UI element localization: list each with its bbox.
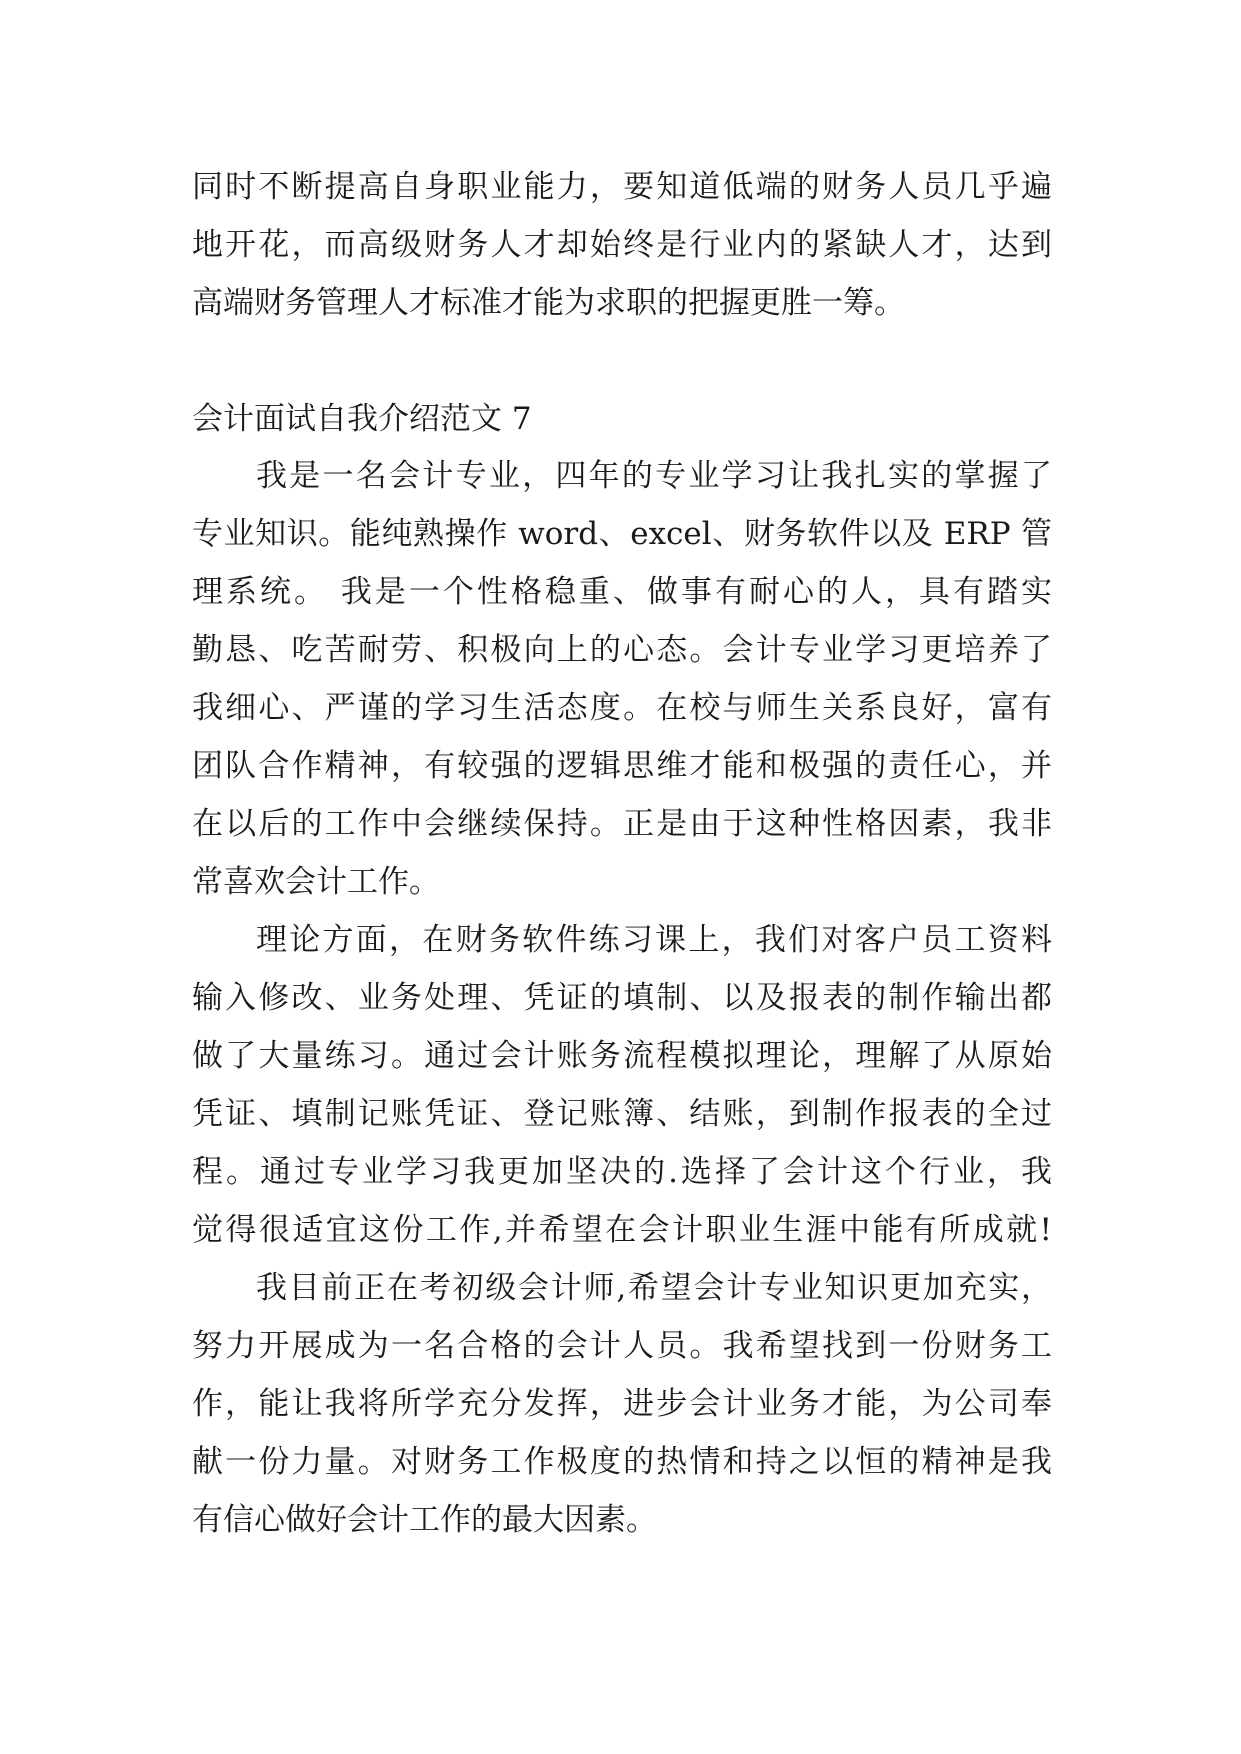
body-line: 专业知识。能纯熟操作 word、excel、财务软件以及 ERP 管 — [192, 516, 1052, 552]
body-line: 我目前正在考初级会计师,希望会计专业知识更加充实， — [256, 1270, 1052, 1306]
body-line: 高端财务管理人才标准才能为求职的把握更胜一筹。 — [192, 285, 905, 321]
body-line: 理系统。 我是一个性格稳重、做事有耐心的人，具有踏实 — [192, 574, 1052, 610]
body-line: 地开花，而高级财务人才却始终是行业内的紧缺人才，达到 — [192, 227, 1052, 263]
section-heading: 会计面试自我介绍范文 7 — [192, 401, 532, 437]
body-line: 我是一名会计专业，四年的专业学习让我扎实的掌握了 — [256, 458, 1052, 494]
body-line: 在以后的工作中会继续保持。正是由于这种性格因素，我非 — [192, 806, 1052, 842]
body-line: 作，能让我将所学充分发挥，进步会计业务才能，为公司奉 — [192, 1386, 1052, 1422]
body-line: 觉得很适宜这份工作,并希望在会计职业生涯中能有所成就! — [192, 1212, 1052, 1248]
body-line: 我细心、严谨的学习生活态度。在校与师生关系良好，富有 — [192, 690, 1052, 726]
body-line: 常喜欢会计工作。 — [192, 864, 440, 900]
body-line: 勤恳、吃苦耐劳、积极向上的心态。会计专业学习更培养了 — [192, 632, 1052, 668]
body-line: 输入修改、业务处理、凭证的填制、以及报表的制作输出都 — [192, 980, 1052, 1016]
body-line: 程。通过专业学习我更加坚决的.选择了会计这个行业，我 — [192, 1154, 1052, 1190]
body-line: 有信心做好会计工作的最大因素。 — [192, 1502, 657, 1538]
body-line: 同时不断提高自身职业能力，要知道低端的财务人员几乎遍 — [192, 169, 1052, 205]
body-line: 做了大量练习。通过会计账务流程模拟理论，理解了从原始 — [192, 1038, 1052, 1074]
body-line: 理论方面，在财务软件练习课上，我们对客户员工资料 — [256, 922, 1052, 958]
body-line: 团队合作精神，有较强的逻辑思维才能和极强的责任心，并 — [192, 748, 1052, 784]
body-line: 凭证、填制记账凭证、登记账簿、结账，到制作报表的全过 — [192, 1096, 1052, 1132]
body-line: 努力开展成为一名合格的会计人员。我希望找到一份财务工 — [192, 1328, 1052, 1364]
body-line: 献一份力量。对财务工作极度的热情和持之以恒的精神是我 — [192, 1444, 1052, 1480]
